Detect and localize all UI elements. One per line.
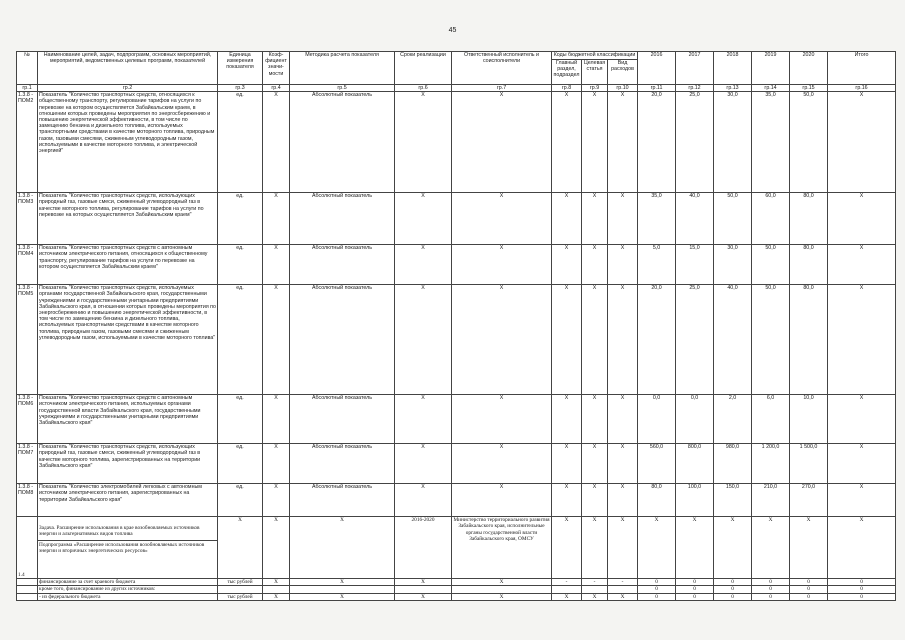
expense-cell: X xyxy=(608,285,638,395)
executor-cell: X xyxy=(452,444,552,484)
expense-cell: X xyxy=(608,193,638,245)
table-row xyxy=(17,395,896,444)
value-2020: 0 xyxy=(790,593,828,600)
total-cell: X xyxy=(828,245,896,285)
coef-cell: X xyxy=(263,193,290,245)
value-2019: X xyxy=(752,517,790,579)
header-coef: Коэф-фициент значи-мости xyxy=(263,52,290,85)
section-cell: X xyxy=(552,285,582,395)
value-2018: 40,0 xyxy=(714,285,752,395)
section-cell: - xyxy=(552,579,582,586)
value-2018: 30,0 xyxy=(714,245,752,285)
colnum: гр.10 xyxy=(608,85,638,92)
finance-name: - из федерального бюджета xyxy=(38,593,218,600)
period-cell xyxy=(395,586,452,593)
finance-name: финансирование за счет краевого бюджета xyxy=(38,579,218,586)
value-2017: 0,0 xyxy=(676,395,714,444)
method-cell: Абсолютный показатель xyxy=(290,444,395,484)
executor-cell: X xyxy=(452,395,552,444)
unit-cell: тыс рублей xyxy=(218,579,263,586)
value-2017: 100,0 xyxy=(676,484,714,517)
colnum: гр.3 xyxy=(218,85,263,92)
article-cell: X xyxy=(582,285,608,395)
value-2017: 40,0 xyxy=(676,193,714,245)
value-2016: 0 xyxy=(638,586,676,593)
header-period: Сроки реализации xyxy=(395,52,452,85)
row-number: 1.3.8 - ПОМ5 xyxy=(17,285,38,395)
header-section: Главный раздел, подраздел xyxy=(552,60,582,85)
colnum: гр.11 xyxy=(638,85,676,92)
period-cell: X xyxy=(395,245,452,285)
total-cell: X xyxy=(828,444,896,484)
period-cell: X xyxy=(395,593,452,600)
value-2020: 80,0 xyxy=(790,193,828,245)
program-indicators-table xyxy=(16,51,896,601)
value-2019: 6,0 xyxy=(752,395,790,444)
colnum: гр.14 xyxy=(752,85,790,92)
value-2019: 50,0 xyxy=(752,245,790,285)
colnum: гр.16 xyxy=(828,85,896,92)
period-cell: X xyxy=(395,92,452,193)
header-year-2016: 2016 xyxy=(638,52,676,85)
section-cell: X xyxy=(552,444,582,484)
value-2016: 0,0 xyxy=(638,395,676,444)
value-2017: X xyxy=(676,517,714,579)
value-2017: 15,0 xyxy=(676,245,714,285)
value-2020: 50,0 xyxy=(790,92,828,193)
value-2019: 0 xyxy=(752,586,790,593)
header-target-article: Целевая статья xyxy=(582,60,608,85)
value-2020: 80,0 xyxy=(790,245,828,285)
value-2017: 0 xyxy=(676,579,714,586)
expense-cell: - xyxy=(608,579,638,586)
value-2019: 50,0 xyxy=(752,285,790,395)
row-number: 1.3.8 - ПОМ7 xyxy=(17,444,38,484)
total-cell: 0 xyxy=(828,586,896,593)
header-year-2020: 2020 xyxy=(790,52,828,85)
value-2019: 0 xyxy=(752,579,790,586)
section-cell xyxy=(552,586,582,593)
indicator-name: Показатель "Количество электромобилей легковых с автономным источником электрического питания, зарегистрированных на территории Забайкальского края" xyxy=(38,484,218,517)
finance-name: кроме того, финансирование из других источников: xyxy=(38,586,218,593)
row-number: 1.3.8 - ПОМ4 xyxy=(17,245,38,285)
value-2017: 0 xyxy=(676,586,714,593)
table-row xyxy=(17,92,896,193)
value-2019: 35,0 xyxy=(752,92,790,193)
section-cell: X xyxy=(552,517,582,579)
indicator-name: Показатель "Количество транспортных средств, используемых органами государственной Забайкальского края, государственными учреждениями и государственными унитарными предприятиями Забайкальского края, в отношении которых проведены мероприятия по энергосбережению и повышению энергетической эффективности, в том числе по замещению бензина и дизельного топлива, используемых транспортными средствами в качестве моторного топлива, природным газом, газовыми смесями и сжиженным углеводородным газом, используемыми в качестве моторного топлива" xyxy=(38,285,218,395)
table-row xyxy=(17,444,896,484)
value-2018: 0 xyxy=(714,586,752,593)
method-cell xyxy=(290,586,395,593)
header-year-2017: 2017 xyxy=(676,52,714,85)
coef-cell: X xyxy=(263,444,290,484)
finance-number xyxy=(17,586,38,593)
value-2018: 0 xyxy=(714,593,752,600)
expense-cell: X xyxy=(608,444,638,484)
value-2020: 270,0 xyxy=(790,484,828,517)
value-2016: X xyxy=(638,517,676,579)
expense-cell: X xyxy=(608,92,638,193)
executor-cell: X xyxy=(452,593,552,600)
colnum: гр.8 xyxy=(552,85,582,92)
value-2016: 0 xyxy=(638,593,676,600)
period-cell: X xyxy=(395,395,452,444)
header-unit: Единица измерения показателя xyxy=(218,52,263,85)
indicator-name: Показатель "Количество транспортных средств, использующих природный газ, газовые смеси, сжиженный углеводородный газ в качестве моторного топлива, зарегистрированных на территории Забайкальского края" xyxy=(38,444,218,484)
section-cell: X xyxy=(552,395,582,444)
section-cell: X xyxy=(552,193,582,245)
executor-cell: X xyxy=(452,245,552,285)
method-cell: X xyxy=(290,579,395,586)
method-cell: Абсолютный показатель xyxy=(290,92,395,193)
unit-cell: ед. xyxy=(218,245,263,285)
header-year-2019: 2019 xyxy=(752,52,790,85)
header-year-2018: 2018 xyxy=(714,52,752,85)
indicator-name: Показатель "Количество транспортных средств с автономным источником электрического питания, относящихся к общественному транспорту, регулирование тарифов на услуги по перевозке на котором осуществляется Забайкальским краем" xyxy=(38,245,218,285)
value-2020: 0 xyxy=(790,579,828,586)
value-2017: 0 xyxy=(676,593,714,600)
finance-number xyxy=(17,593,38,600)
value-2018: 30,0 xyxy=(714,92,752,193)
value-2018: 150,0 xyxy=(714,484,752,517)
colnum: гр.7 xyxy=(452,85,552,92)
method-cell: Абсолютный показатель xyxy=(290,193,395,245)
value-2020: 80,0 xyxy=(790,285,828,395)
coef-cell xyxy=(263,586,290,593)
colnum: гр.15 xyxy=(790,85,828,92)
finance-number xyxy=(17,579,38,586)
colnum: гр.13 xyxy=(714,85,752,92)
expense-cell: X xyxy=(608,245,638,285)
value-2020: 0 xyxy=(790,586,828,593)
executor-cell xyxy=(452,586,552,593)
total-cell: X xyxy=(828,285,896,395)
header-total: Итого xyxy=(828,52,896,85)
value-2016: 5,0 xyxy=(638,245,676,285)
method-cell: Абсолютный показатель xyxy=(290,245,395,285)
value-2020: X xyxy=(790,517,828,579)
value-2017: 25,0 xyxy=(676,285,714,395)
executor-cell: X xyxy=(452,579,552,586)
value-2016: 560,0 xyxy=(638,444,676,484)
indicator-name: Показатель "Количество транспортных средств, использующих природный газ, газовые смеси, сжиженный углеводородный газ в качестве моторного топлива, регулирование тарифов на услуги по перевозке на которых осуществляется Забайкальским краем" xyxy=(38,193,218,245)
value-2016: 35,0 xyxy=(638,193,676,245)
period-cell: X xyxy=(395,193,452,245)
header-executor: Ответственный исполнитель и соисполнители xyxy=(452,52,552,85)
value-2016: 0 xyxy=(638,579,676,586)
article-cell: - xyxy=(582,579,608,586)
finance-row xyxy=(17,579,896,586)
value-2018: X xyxy=(714,517,752,579)
method-cell: Абсолютный показатель xyxy=(290,395,395,444)
header-method: Методика расчета показателя xyxy=(290,52,395,85)
article-cell: X xyxy=(582,92,608,193)
coef-cell: X xyxy=(263,245,290,285)
header-name: Наименование целей, задач, подпрограмм, основных мероприятий, мероприятий, ведомственных целевых программ, показателей xyxy=(38,52,218,85)
unit-cell: ед. xyxy=(218,395,263,444)
expense-cell: X xyxy=(608,395,638,444)
value-2016: 80,0 xyxy=(638,484,676,517)
value-2018: 2,0 xyxy=(714,395,752,444)
section-cell: X xyxy=(552,593,582,600)
value-2017: 25,0 xyxy=(676,92,714,193)
expense-cell xyxy=(608,586,638,593)
section-cell: X xyxy=(552,245,582,285)
subprogram-name: Подпрограмма «Расширение использования возобновляемых источников энергии и вторичных энергетических ресурсов» xyxy=(38,540,217,554)
method-cell: Абсолютный показатель xyxy=(290,484,395,517)
method-cell: X xyxy=(290,593,395,600)
colnum: гр.4 xyxy=(263,85,290,92)
colnum: гр.1 xyxy=(17,85,38,92)
value-2018: 0 xyxy=(714,579,752,586)
total-cell: X xyxy=(828,517,896,579)
finance-row xyxy=(17,593,896,600)
value-2018: 980,0 xyxy=(714,444,752,484)
table-row xyxy=(17,193,896,245)
article-cell xyxy=(582,586,608,593)
total-cell: 0 xyxy=(828,579,896,586)
period-cell: X xyxy=(395,444,452,484)
coef-cell: X xyxy=(263,484,290,517)
row-number: 1.3.8 - ПОМ2 xyxy=(17,92,38,193)
value-2020: 1 500,0 xyxy=(790,444,828,484)
total-cell: X xyxy=(828,193,896,245)
period-cell: X xyxy=(395,484,452,517)
value-2019: 0 xyxy=(752,593,790,600)
task-row xyxy=(17,517,896,579)
unit-cell: ед. xyxy=(218,193,263,245)
coef-cell: X xyxy=(263,579,290,586)
task-cell xyxy=(38,517,218,579)
indicator-name: Показатель "Количество транспортных средств с автономным источником электрического питания, используемых органами государственной власти Забайкальского края, государственными учреждениями и государственными унитарными предприятиями Забайкальского края" xyxy=(38,395,218,444)
method-cell: Абсолютный показатель xyxy=(290,285,395,395)
executor-cell: X xyxy=(452,285,552,395)
coef-cell: X xyxy=(263,92,290,193)
expense-cell: X xyxy=(608,517,638,579)
row-number: 1.3.8 - ПОМ6 xyxy=(17,395,38,444)
task-name: Задача. Расширение использования в крае возобновляемых источников энергии и альтернативных видов топлива xyxy=(39,525,200,538)
colnum: гр.9 xyxy=(582,85,608,92)
coef-cell: X xyxy=(263,593,290,600)
header-row-1 xyxy=(17,52,896,60)
table-row xyxy=(17,285,896,395)
unit-cell: тыс рублей xyxy=(218,593,263,600)
row-number: 1.3.8 - ПОМ8 xyxy=(17,484,38,517)
period-cell: X xyxy=(395,285,452,395)
value-2019: 1 200,0 xyxy=(752,444,790,484)
executor-cell: X xyxy=(452,484,552,517)
total-cell: X xyxy=(828,484,896,517)
unit-cell: ед. xyxy=(218,285,263,395)
unit-cell: X xyxy=(218,517,263,579)
method-cell: X xyxy=(290,517,395,579)
total-cell: X xyxy=(828,395,896,444)
row-number: 1.3.8 - ПОМ3 xyxy=(17,193,38,245)
coef-cell: X xyxy=(263,285,290,395)
article-cell: X xyxy=(582,593,608,600)
column-numbers-row xyxy=(17,85,896,92)
coef-cell: X xyxy=(263,517,290,579)
indicator-name: Показатель "Количество транспортных средств, относящихся к общественному транспорту, регулирование тарифов на услуги по перевозке на котором осуществляется Забайкальским краем, в отношении которых проведены мероприятия по энергосбережению и повышению энергетической эффективности, в том числе по замещению бензина и дизельного топлива, используемых транспортными средствами в качестве моторного топлива, природным газом, газовыми смесями, сжиженным углеводородным газом, используемыми в качестве моторного топлива, и электрической энергией" xyxy=(38,92,218,193)
article-cell: X xyxy=(582,395,608,444)
article-cell: X xyxy=(582,245,608,285)
header-codes-group: Коды бюджетной классификации xyxy=(552,52,638,60)
colnum: гр.5 xyxy=(290,85,395,92)
section-cell: X xyxy=(552,484,582,517)
expense-cell: X xyxy=(608,593,638,600)
executor-cell: X xyxy=(452,193,552,245)
colnum: гр.12 xyxy=(676,85,714,92)
value-2017: 800,0 xyxy=(676,444,714,484)
value-2020: 10,0 xyxy=(790,395,828,444)
expense-cell: X xyxy=(608,484,638,517)
value-2019: 60,0 xyxy=(752,193,790,245)
colnum: гр.6 xyxy=(395,85,452,92)
table-row xyxy=(17,245,896,285)
value-2018: 50,0 xyxy=(714,193,752,245)
page-number: 45 xyxy=(448,27,457,34)
section-cell: X xyxy=(552,92,582,193)
task-number: 1.4 xyxy=(17,517,38,579)
unit-cell: ед. xyxy=(218,92,263,193)
value-2019: 210,0 xyxy=(752,484,790,517)
period-cell: 2016-2020 xyxy=(395,517,452,579)
executor-cell: Министерство территориального развития Забайкальского края, исполнительные органы государственной власти Забайкальского края, ОМСУ xyxy=(452,517,552,579)
period-cell: X xyxy=(395,579,452,586)
total-cell: 0 xyxy=(828,593,896,600)
value-2016: 20,0 xyxy=(638,285,676,395)
unit-cell: ед. xyxy=(218,484,263,517)
executor-cell: X xyxy=(452,92,552,193)
article-cell: X xyxy=(582,444,608,484)
article-cell: X xyxy=(582,484,608,517)
header-num: № xyxy=(17,52,38,85)
coef-cell: X xyxy=(263,395,290,444)
colnum: гр.2 xyxy=(38,85,218,92)
article-cell: X xyxy=(582,193,608,245)
unit-cell xyxy=(218,586,263,593)
table-row xyxy=(17,484,896,517)
total-cell: X xyxy=(828,92,896,193)
header-expense-type: Вид расходов xyxy=(608,60,638,85)
article-cell: X xyxy=(582,517,608,579)
unit-cell: ед. xyxy=(218,444,263,484)
finance-row xyxy=(17,586,896,593)
value-2016: 20,0 xyxy=(638,92,676,193)
